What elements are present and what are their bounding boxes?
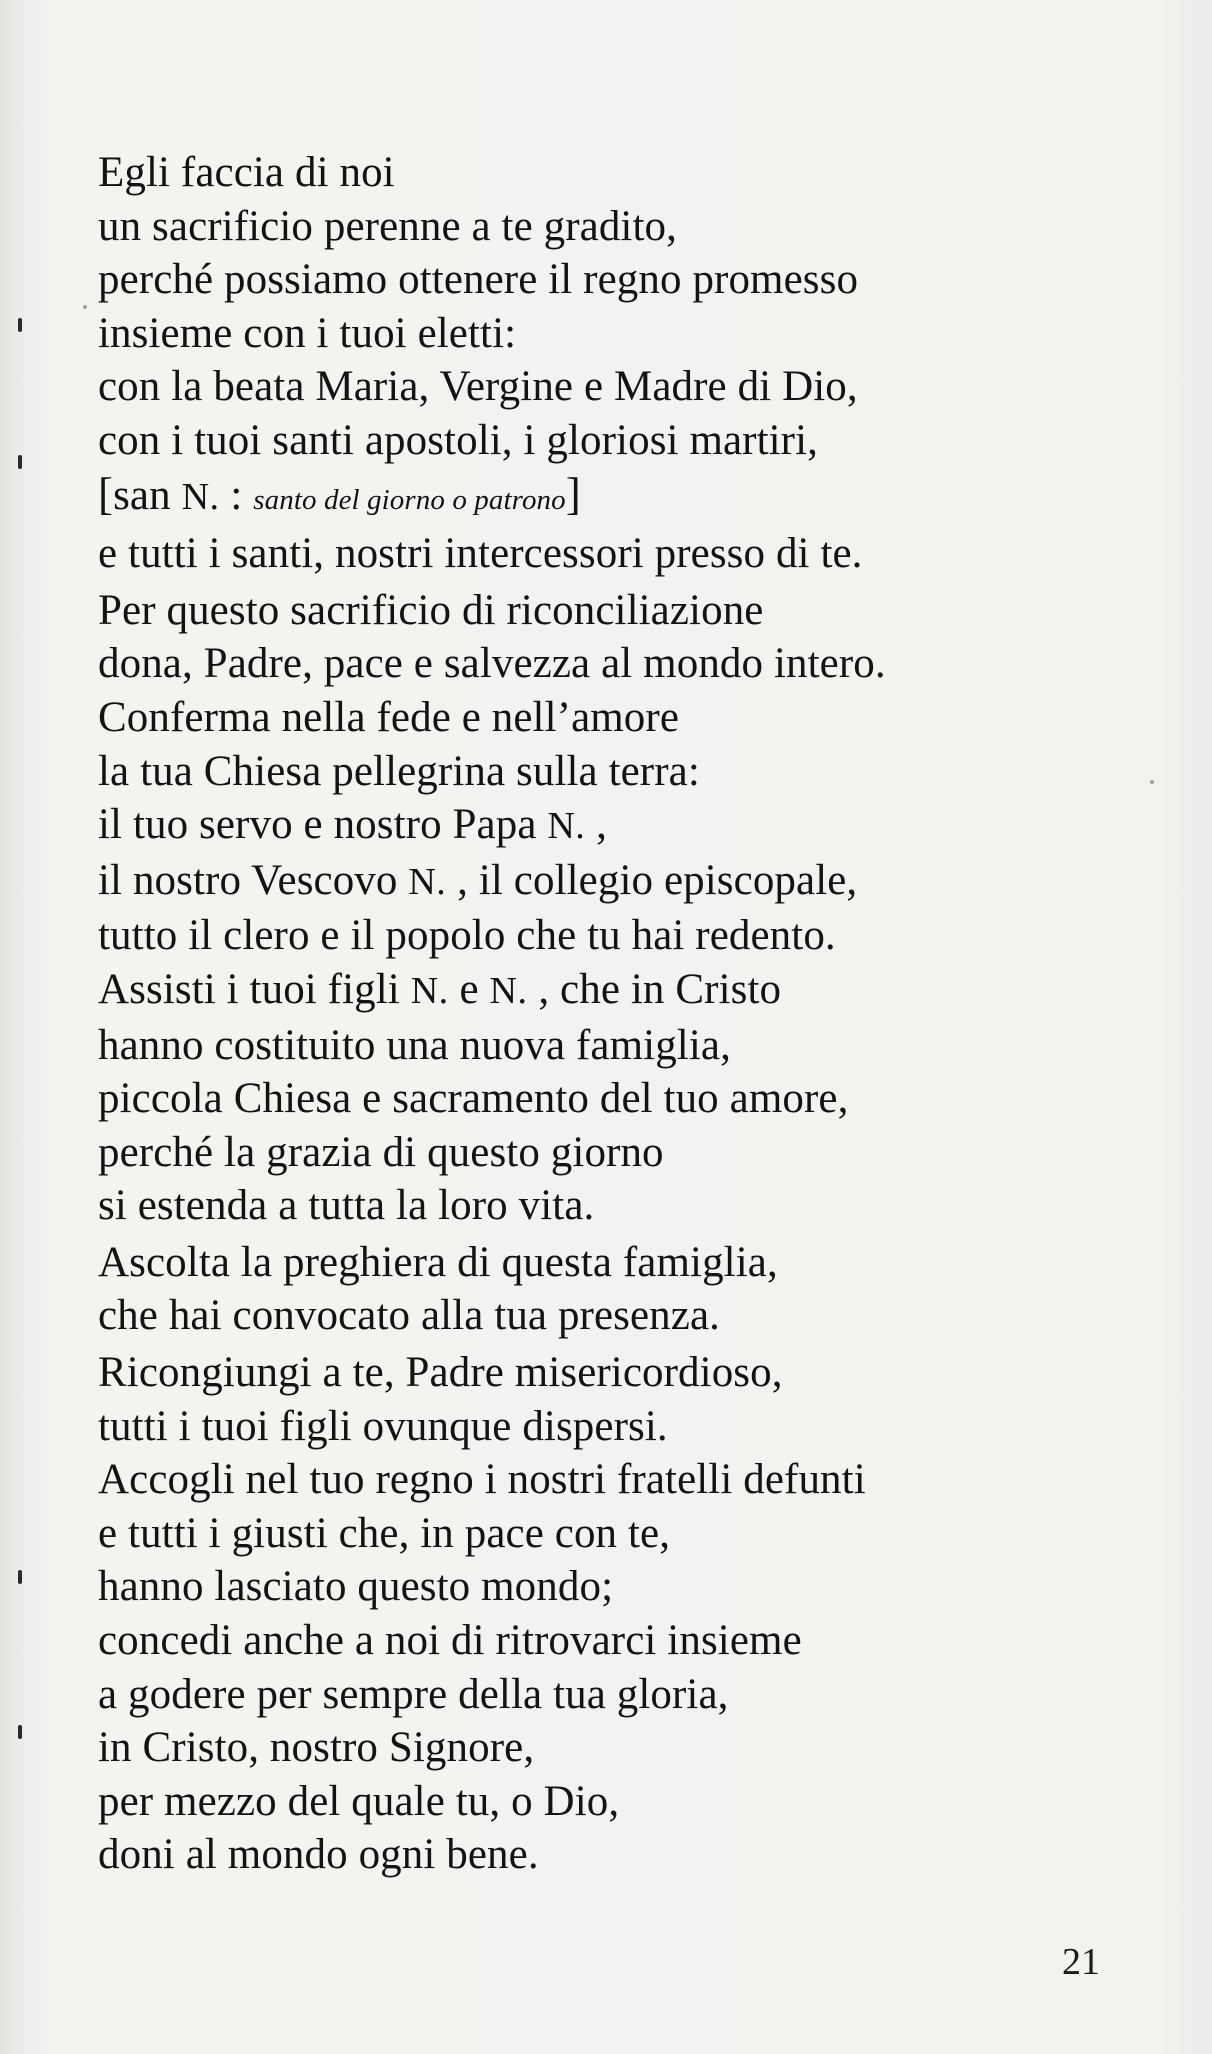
prayer-line: si estenda a tutta la loro vita.: [98, 1182, 595, 1230]
prayer-line: con i tuoi santi apostoli, i gloriosi martiri,: [98, 416, 818, 464]
name-placeholder: N.: [408, 860, 447, 903]
paper-speck: [83, 305, 87, 309]
prayer-line: hanno lasciato questo mondo;: [98, 1563, 614, 1611]
prayer-line: la tua Chiesa pellegrina sulla terra:: [98, 747, 700, 795]
prayer-line: concedi anche a noi di ritrovarci insieme: [98, 1617, 802, 1665]
prayer-line: e tutti i santi, nostri intercessori presso di te.: [98, 530, 863, 578]
prayer-line: piccola Chiesa e sacramento del tuo amore,: [98, 1075, 849, 1123]
prayer-line: Accogli nel tuo regno i nostri fratelli defunti: [98, 1456, 866, 1504]
pope-text: il tuo servo e nostro Papa: [98, 801, 548, 849]
prayer-line: Ascolta la preghiera di questa famiglia,: [98, 1238, 778, 1286]
prayer-line: un sacrificio perenne a te gradito,: [98, 202, 677, 250]
prayer-line: perché la grazia di questo giorno: [98, 1128, 664, 1176]
prayer-line: in Cristo, nostro Signore,: [98, 1724, 535, 1772]
prayer-line: insieme con i tuoi eletti:: [98, 309, 517, 357]
binding-mark: [18, 318, 22, 332]
prayer-line: Conferma nella fede e nell’amore: [98, 693, 680, 741]
name-placeholder: N.: [547, 805, 586, 848]
prayer-line: tutto il clero e il popolo che tu hai redento.: [98, 912, 836, 960]
binding-mark: [18, 455, 22, 469]
page-number: 21: [1062, 1941, 1100, 1983]
prayer-line: con la beata Maria, Vergine e Madre di Dio,: [98, 363, 858, 411]
rubric-note: santo del giorno o patrono: [253, 483, 566, 516]
prayer-line: che hai convocato alla tua presenza.: [98, 1292, 720, 1340]
name-placeholder: N.: [489, 969, 528, 1012]
prayer-line: a godere per sempre della tua gloria,: [98, 1670, 729, 1718]
bishop-line: [98, 854, 1098, 910]
prayer-line: Per questo sacrificio di riconciliazione: [98, 586, 764, 634]
name-placeholder: N.: [181, 475, 220, 518]
name-placeholder: N.: [410, 969, 449, 1012]
conjunction: e: [448, 965, 490, 1013]
open-bracket: [: [98, 468, 114, 519]
colon: :: [219, 471, 254, 519]
prayer-line: tutti i tuoi figli ovunque dispersi.: [98, 1402, 668, 1450]
saint-commemoration-line: [98, 468, 1098, 528]
close-bracket: ]: [565, 468, 581, 519]
pope-punctuation: ,: [585, 801, 608, 849]
prayer-line: per mezzo del quale tu, o Dio,: [98, 1777, 620, 1825]
paper-speck: [1150, 780, 1154, 784]
prayer-line: doni al mondo ogni bene.: [98, 1831, 539, 1879]
bishop-text: il nostro Vescovo: [98, 856, 409, 904]
pope-line: [98, 798, 1098, 854]
binding-mark: [18, 1725, 22, 1739]
prayer-line: e tutti i giusti che, in pace con te,: [98, 1509, 671, 1557]
bishop-tail: , il collegio episcopale,: [446, 856, 858, 904]
prayer-line: Egli faccia di noi: [98, 149, 395, 196]
spouses-tail: , che in Cristo: [527, 965, 782, 1013]
prayer-line: hanno costituito una nuova famiglia,: [98, 1021, 731, 1069]
eucharistic-prayer-text: [98, 146, 1098, 1882]
prayer-line: Ricongiungi a te, Padre misericordioso,: [98, 1349, 783, 1397]
spouses-line: [98, 963, 1098, 1019]
prayer-line: dona, Padre, pace e salvezza al mondo intero.: [98, 640, 886, 688]
spouses-text: Assisti i tuoi figli: [98, 965, 411, 1013]
prayer-line: perché possiamo ottenere il regno promesso: [98, 256, 859, 304]
binding-mark: [18, 1570, 22, 1584]
saint-prefix: san: [113, 471, 182, 519]
